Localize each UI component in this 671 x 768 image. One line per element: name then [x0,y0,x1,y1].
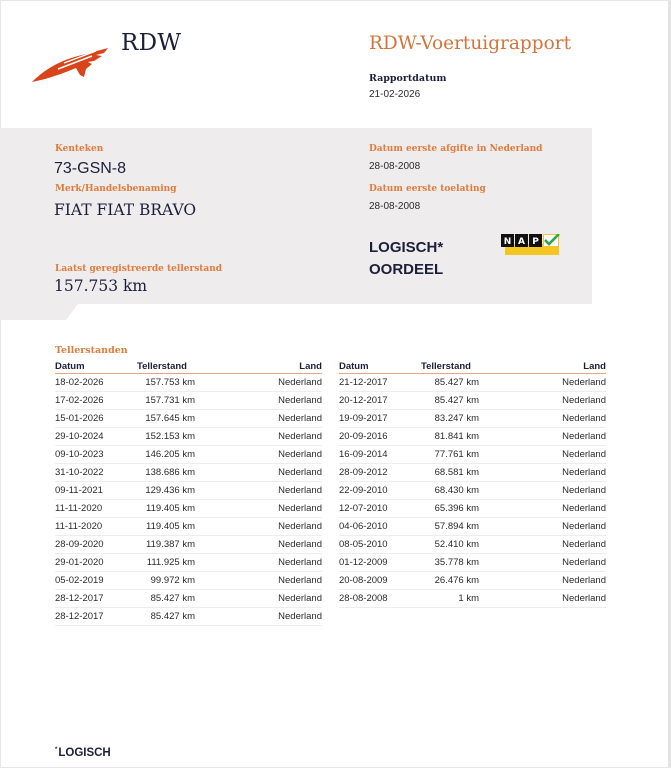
table-row [55,608,322,626]
col-tellerstand: Tellerstand [421,361,471,372]
row-odometer: 35.778 km [434,557,479,568]
rdw-logo-icon [30,42,110,86]
row-date: 08-05-2010 [339,539,388,550]
row-date: 09-10-2023 [55,449,104,460]
footnote-mark: * [55,747,58,753]
table-row [339,482,606,500]
row-date: 29-10-2024 [55,431,104,442]
row-country: Nederland [278,521,322,532]
row-date: 11-11-2020 [55,503,103,514]
brand-name: RDW [121,30,182,56]
row-odometer: 68.430 km [434,485,479,496]
footnote [55,747,111,759]
nap-logo-icon [501,234,563,256]
table-row [55,446,322,464]
row-odometer: 157.753 km [145,377,195,388]
table-row [339,500,606,518]
table-row [55,410,322,428]
footnote-text: LOGISCH [58,747,111,759]
report-title: RDW-Voertuigrapport [369,33,572,54]
svg-text:N: N [503,237,512,247]
col-land: Land [583,361,606,372]
row-country: Nederland [278,377,322,388]
panel-diagonal-edge [0,304,592,320]
table-row [339,590,606,608]
table-row [55,554,322,572]
table-row [339,446,606,464]
table-row [339,464,606,482]
col-land: Land [299,361,322,372]
row-country: Nederland [278,485,322,496]
col-datum: Datum [55,361,85,372]
row-date: 15-01-2026 [55,413,104,424]
row-country: Nederland [278,611,322,622]
row-odometer: 1 km [458,593,479,604]
verdict-line-1: LOGISCH* [369,239,444,256]
row-country: Nederland [278,449,322,460]
row-country: Nederland [562,503,606,514]
row-country: Nederland [562,431,606,442]
row-odometer: 85.427 km [150,611,195,622]
row-date: 18-02-2026 [55,377,104,388]
row-date: 05-02-2019 [55,575,104,586]
row-date: 19-09-2017 [339,413,388,424]
row-country: Nederland [562,485,606,496]
row-country: Nederland [278,557,322,568]
row-country: Nederland [562,521,606,532]
table-row [55,500,322,518]
row-country: Nederland [562,467,606,478]
row-country: Nederland [562,539,606,550]
row-odometer: 119.387 km [146,539,195,550]
row-country: Nederland [562,449,606,460]
row-odometer: 129.436 km [145,485,195,496]
table-row [55,464,322,482]
first-issue-value: 28-08-2008 [369,161,421,172]
table-row [339,392,606,410]
row-odometer: 85.427 km [434,377,479,388]
row-date: 28-08-2008 [339,593,388,604]
col-tellerstand: Tellerstand [137,361,187,372]
row-odometer: 99.972 km [150,575,195,586]
row-odometer: 77.761 km [434,449,479,460]
merk-value: FIAT FIAT BRAVO [54,201,197,219]
row-date: 28-09-2012 [339,467,388,478]
odometer-table-right [339,361,606,608]
last-odometer-label: Laatst geregistreerde tellerstand [55,264,223,274]
row-odometer: 152.153 km [145,431,195,442]
row-date: 29-01-2020 [55,557,104,568]
row-country: Nederland [562,593,606,604]
row-country: Nederland [278,431,322,442]
row-odometer: 52.410 km [434,539,479,550]
row-date: 11-11-2020 [55,521,103,532]
row-country: Nederland [278,413,322,424]
row-odometer: 81.841 km [434,431,479,442]
svg-text:A: A [518,237,525,247]
table-row [55,518,322,536]
row-odometer: 119.405 km [146,503,195,514]
report-date: 21-02-2026 [369,89,421,100]
row-date: 20-08-2009 [339,575,388,586]
row-date: 17-02-2026 [55,395,104,406]
row-date: 16-09-2014 [339,449,388,460]
row-date: 01-12-2009 [339,557,388,568]
table-row [55,428,322,446]
row-country: Nederland [278,467,322,478]
svg-text:P: P [532,237,539,247]
odometer-section-title: Tellerstanden [55,345,128,356]
last-odometer-value: 157.753 km [54,277,148,295]
first-admission-value: 28-08-2008 [369,201,421,212]
kenteken-label: Kenteken [55,144,104,154]
row-odometer: 65.396 km [434,503,479,514]
row-odometer: 83.247 km [434,413,479,424]
row-odometer: 85.427 km [150,593,195,604]
row-odometer: 68.581 km [434,467,479,478]
table-row [339,518,606,536]
row-country: Nederland [562,575,606,586]
odometer-table-left [55,361,322,626]
table-row [339,374,606,392]
table-row [339,572,606,590]
row-odometer: 57.894 km [434,521,479,532]
first-admission-label: Datum eerste toelating [369,184,486,194]
row-odometer: 85.427 km [434,395,479,406]
row-country: Nederland [562,557,606,568]
merk-label: Merk/Handelsbenaming [55,184,177,194]
row-date: 12-07-2010 [339,503,388,514]
row-country: Nederland [278,395,322,406]
table-row [339,554,606,572]
row-country: Nederland [562,377,606,388]
row-country: Nederland [562,395,606,406]
col-datum: Datum [339,361,369,372]
row-date: 04-06-2010 [339,521,388,532]
table-row [55,392,322,410]
table-row [55,482,322,500]
row-odometer: 26.476 km [434,575,479,586]
table-row [55,536,322,554]
row-country: Nederland [278,575,322,586]
row-date: 28-12-2017 [55,611,104,622]
row-odometer: 119.405 km [146,521,195,532]
row-date: 20-12-2017 [339,395,388,406]
row-date: 31-10-2022 [55,467,104,478]
row-date: 28-12-2017 [55,593,104,604]
row-odometer: 138.686 km [145,467,195,478]
row-country: Nederland [278,593,322,604]
table-row [339,428,606,446]
row-odometer: 157.731 km [145,395,195,406]
verdict-line-2: OORDEEL [369,261,444,278]
row-odometer: 157.645 km [145,413,195,424]
table-row [339,536,606,554]
first-issue-label: Datum eerste afgifte in Nederland [369,144,543,154]
row-odometer: 146.205 km [145,449,195,460]
row-date: 09-11-2021 [55,485,103,496]
table-row [55,590,322,608]
row-odometer: 111.925 km [146,557,195,568]
table-row [339,410,606,428]
table-header [55,361,322,374]
report-date-label: Rapportdatum [369,73,447,84]
verdict [369,237,443,281]
table-header [339,361,606,374]
row-country: Nederland [278,503,322,514]
row-country: Nederland [562,413,606,424]
row-date: 21-12-2017 [339,377,388,388]
table-row [55,374,322,392]
row-date: 20-09-2016 [339,431,388,442]
kenteken-value: 73-GSN-8 [54,160,127,177]
row-date: 22-09-2010 [339,485,388,496]
table-row [55,572,322,590]
row-country: Nederland [278,539,322,550]
row-date: 28-09-2020 [55,539,104,550]
